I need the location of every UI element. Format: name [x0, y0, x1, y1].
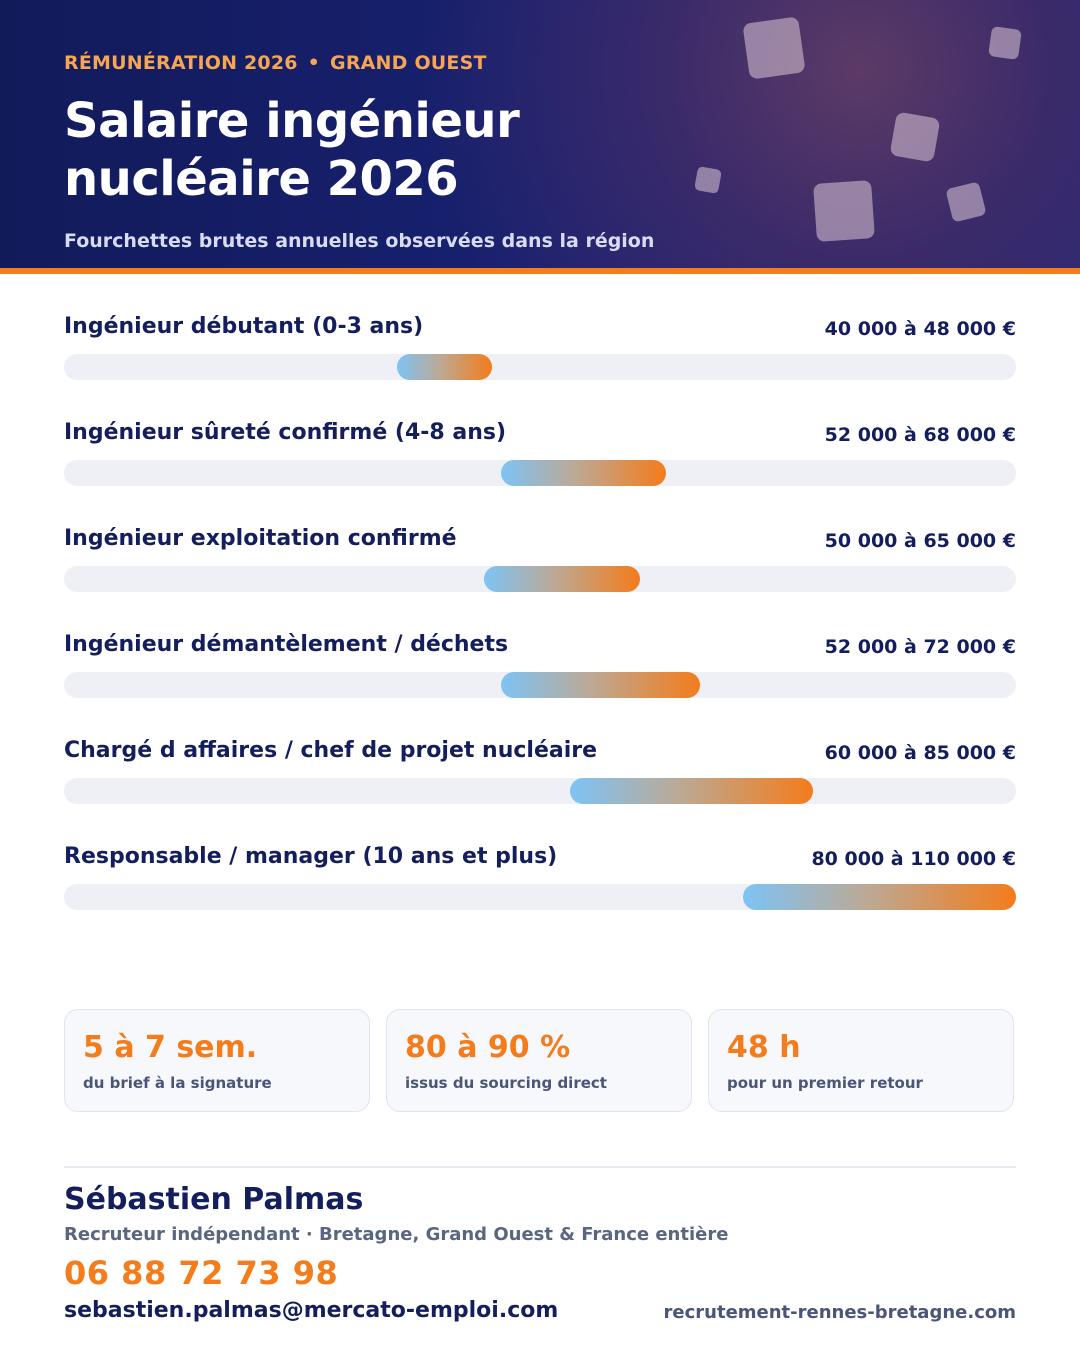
- range-bar: [570, 778, 812, 804]
- stats-row: [64, 1009, 1016, 1114]
- salary-row: [64, 310, 1016, 416]
- page-title: [64, 92, 519, 208]
- kicker-separator: •: [307, 52, 321, 74]
- range-track: [64, 566, 1016, 592]
- contact-phone-link[interactable]: 06 88 72 73 98: [64, 1254, 339, 1292]
- divider: [64, 1166, 1016, 1168]
- stat-card: [386, 1009, 692, 1112]
- range-value-label: 60 000 à 85 000 €: [824, 742, 1016, 764]
- range-track: [64, 672, 1016, 698]
- website-link[interactable]: recrutement-rennes-bretagne.com: [663, 1302, 1016, 1323]
- category-label: Chargé d affaires / chef de projet nucléaire: [64, 738, 598, 763]
- decorative-square: [945, 181, 986, 222]
- decorative-square: [988, 26, 1022, 60]
- range-bar: [397, 354, 492, 380]
- salary-row: [64, 628, 1016, 734]
- title-line-2: nucléaire 2026: [64, 151, 459, 207]
- title-line-1: Salaire ingénieur: [64, 93, 520, 149]
- range-track: [64, 460, 1016, 486]
- range-bar: [743, 884, 1016, 910]
- category-label: Ingénieur exploitation confirmé: [64, 526, 457, 551]
- stat-label: du brief à la signature: [83, 1074, 272, 1092]
- stat-label: pour un premier retour: [727, 1074, 923, 1092]
- range-track: [64, 884, 1016, 910]
- range-track: [64, 354, 1016, 380]
- range-track: [64, 778, 1016, 804]
- decorative-square: [813, 180, 875, 242]
- stat-value: 48 h: [727, 1030, 801, 1065]
- range-value-label: 52 000 à 68 000 €: [824, 424, 1016, 446]
- salary-row: [64, 416, 1016, 522]
- stat-value: 80 à 90 %: [405, 1030, 571, 1065]
- category-label: Responsable / manager (10 ans et plus): [64, 844, 558, 869]
- kicker: [64, 52, 487, 74]
- page-subtitle: Fourchettes brutes annuelles observées dans la région: [64, 230, 655, 252]
- range-bar: [501, 672, 700, 698]
- range-value-label: 52 000 à 72 000 €: [824, 636, 1016, 658]
- category-label: Ingénieur sûreté confirmé (4-8 ans): [64, 420, 507, 445]
- contact-name: Sébastien Palmas: [64, 1182, 364, 1217]
- stat-label: issus du sourcing direct: [405, 1074, 607, 1092]
- header-accent-stripe: [0, 268, 1080, 274]
- contact-email-link[interactable]: sebastien.palmas@mercato-emploi.com: [64, 1298, 559, 1323]
- decorative-square: [742, 16, 805, 79]
- range-value-label: 50 000 à 65 000 €: [824, 530, 1016, 552]
- salary-row: [64, 734, 1016, 840]
- range-value-label: 40 000 à 48 000 €: [824, 318, 1016, 340]
- contact-role: Recruteur indépendant · Bretagne, Grand Ouest & France entière: [64, 1224, 729, 1245]
- decorative-square: [890, 112, 941, 163]
- range-value-label: 80 000 à 110 000 €: [811, 848, 1016, 870]
- category-label: Ingénieur démantèlement / déchets: [64, 632, 509, 657]
- salary-range-chart: [64, 310, 1016, 946]
- header-banner: [0, 0, 1080, 268]
- decorative-square: [694, 166, 722, 194]
- kicker-region: GRAND OUEST: [330, 52, 487, 74]
- salary-row: [64, 522, 1016, 628]
- range-bar: [484, 566, 640, 592]
- salary-row: [64, 840, 1016, 946]
- stat-card: [708, 1009, 1014, 1112]
- kicker-topic: RÉMUNÉRATION 2026: [64, 52, 298, 74]
- category-label: Ingénieur débutant (0-3 ans): [64, 314, 424, 339]
- stat-card: [64, 1009, 370, 1112]
- stat-value: 5 à 7 sem.: [83, 1030, 258, 1065]
- range-bar: [501, 460, 665, 486]
